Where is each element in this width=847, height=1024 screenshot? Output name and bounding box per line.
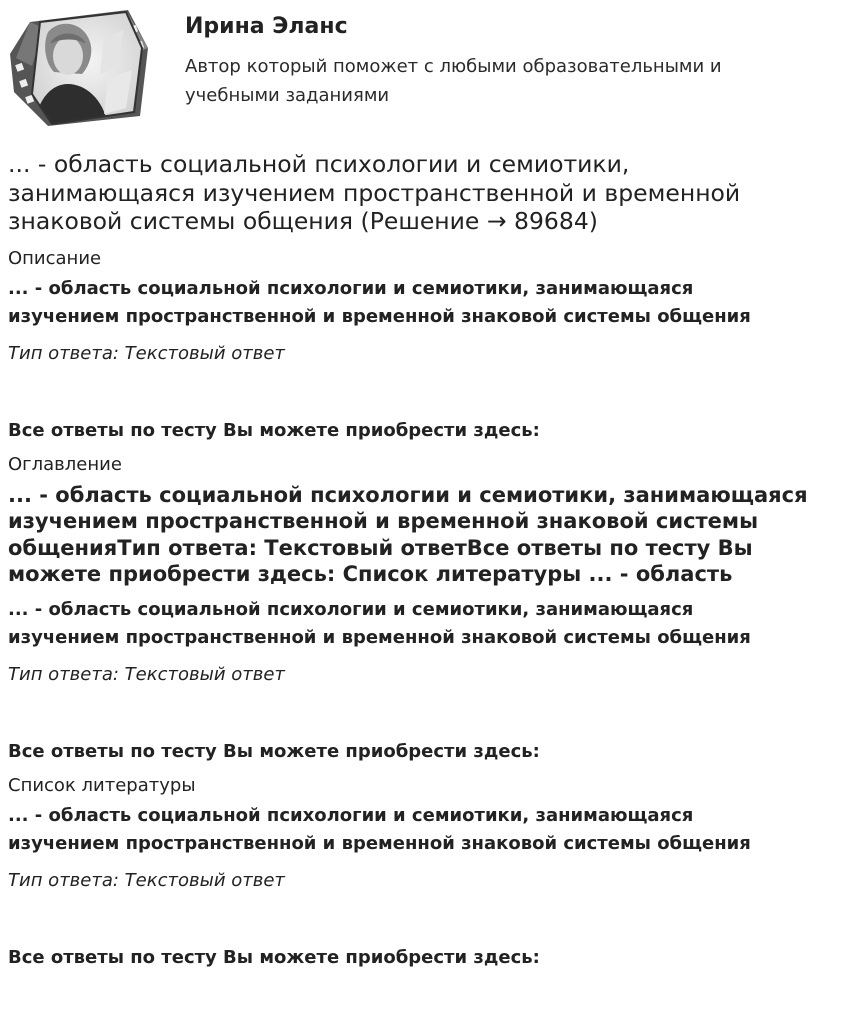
purchase-text: Все ответы по тесту Вы можете приобрести здесь: (8, 946, 540, 968)
answer-type: Тип ответа: Текстовый ответ (8, 663, 285, 685)
question-text: ... - область социальной психологии и семиотики, занимающаяся изучением пространственной и временной знаковой системы общения (8, 598, 751, 648)
answer-type: Тип ответа: Текстовый ответ (8, 342, 285, 364)
author-name: Ирина Эланс (185, 14, 348, 39)
question-text: ... - область социальной психологии и семиотики, занимающаяся изучением пространственной и временной знаковой системы общения (8, 804, 751, 854)
references-section (8, 775, 808, 972)
main-content (8, 150, 808, 972)
description-section (8, 248, 808, 445)
question-text: ... - область социальной психологии и семиотики, занимающаяся изучением пространственной и временной знаковой системы общения (8, 277, 751, 327)
author-avatar (8, 8, 150, 126)
page-title: ... - область социальной психологии и семиотики, занимающаяся изучением пространственной и временной знаковой системы общения (Решение → 89684) (8, 150, 741, 235)
section-label-toc: Оглавление (8, 453, 122, 475)
toc-heading: ... - область социальной психологии и семиотики, занимающаяся изучением пространственной и временной знаковой системы общенияТип ответа: Текстовый ответВсе ответы по тесту Вы можете приобрести здесь: Список литературы ... - область (8, 482, 808, 586)
section-label-description: Описание (8, 247, 102, 269)
section-label-references: Список литературы (8, 774, 196, 796)
toc-section (8, 454, 808, 766)
purchase-text: Все ответы по тесту Вы можете приобрести здесь: (8, 740, 540, 762)
answer-type: Тип ответа: Текстовый ответ (8, 869, 285, 891)
author-description: Автор который поможет с любыми образовательными и учебными заданиями (185, 56, 722, 106)
author-card (8, 8, 838, 128)
purchase-text: Все ответы по тесту Вы можете приобрести здесь: (8, 419, 540, 441)
